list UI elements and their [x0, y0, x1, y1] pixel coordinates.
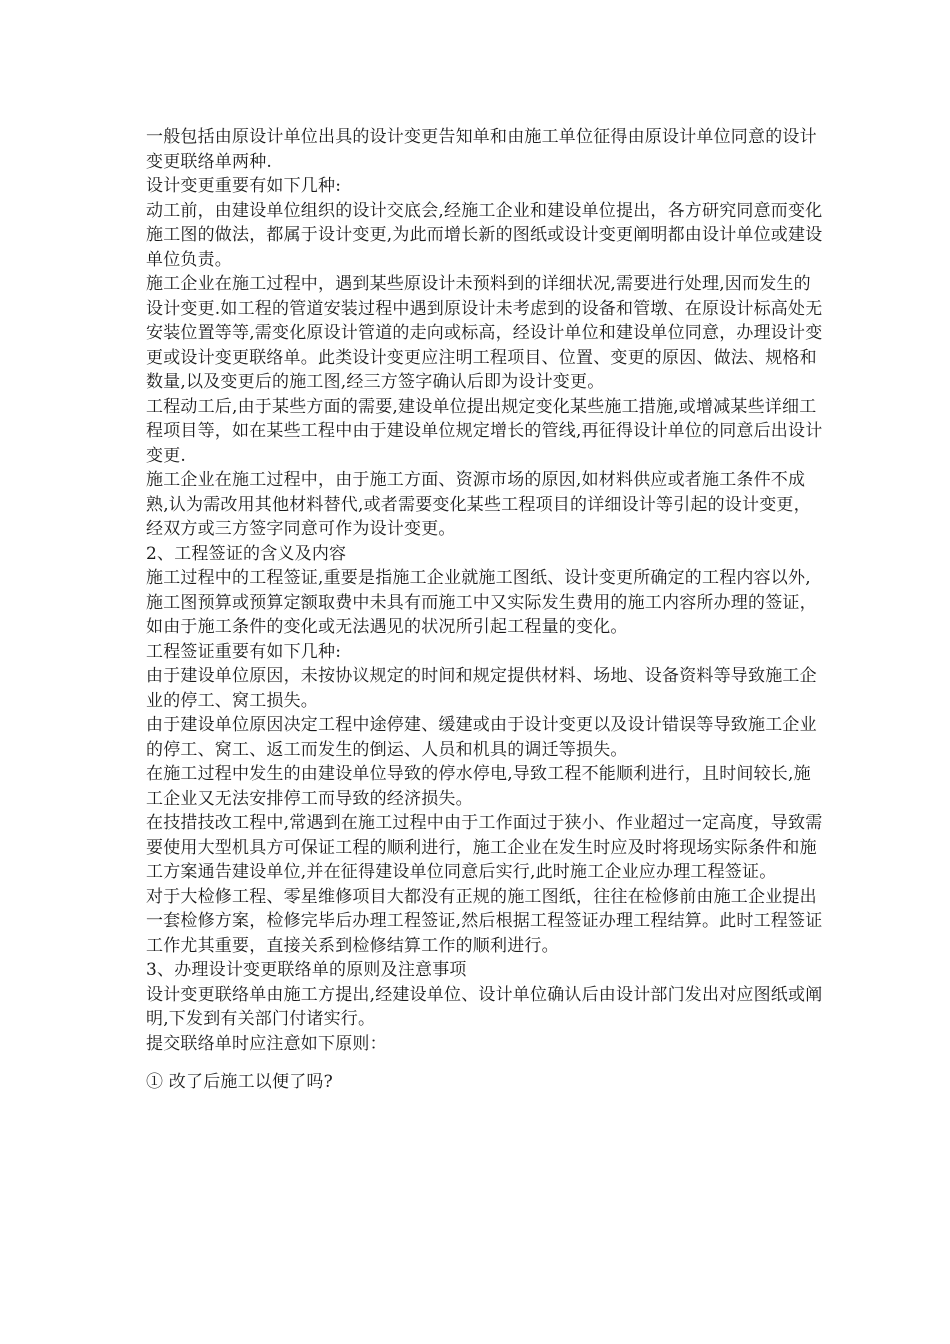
paragraph-visa-overhaul: 对于大检修工程、零星维修项目大都没有正规的施工图纸，往往在检修前由施工企业提出一套检修方案，检修完毕后办理工程签证,然后根据工程签证办理工程结算。此时工程签证工作尤其重要，直接关系到检修结算工作的顺利进行。	[146, 886, 823, 956]
paragraph-material-substitution: 施工企业在施工过程中，由于施工方面、资源市场的原因,如材料供应或者施工条件不成熟,认为需改用其他材料替代,或者需要变化某些工程项目的详细设计等引起的设计变更，经双方或三方签字同意可作为设计变更。	[146, 470, 811, 539]
section-heading-2: 2、工程签证的含义及内容	[146, 543, 347, 564]
paragraph-spacer	[146, 1056, 826, 1070]
paragraph-during-construction: 施工企业在施工过程中，遇到某些原设计未预料到的详细状况,需要进行处理,因而发生的设计变更.如工程的管道安装过程中遇到原设计未考虑到的设备和管墩、在原设计标高处无安装位置等等,需变化原设计管道的走向或标高，经设计单位和建设单位同意，办理设计变更或设计变更联络单。此类设计变更应注明工程项目、位置、变更的原因、做法、规格和数量,以及变更后的施工图,经三方签字确认后即为设计变更。	[146, 274, 823, 392]
document-body	[146, 125, 826, 1095]
circled-one-marker: ①	[146, 1072, 164, 1092]
paragraph-design-change-types: 设计变更重要有如下几种:	[146, 176, 342, 196]
paragraph-after-start: 工程动工后,由于某些方面的需要,建设单位提出规定变化某些施工措施,或增减某些详细工程项目等，如在某些工程中由于建设单位规定增长的管线,再征得设计单位的同意后出设计变更.	[146, 396, 823, 466]
paragraph-before-construction: 动工前，由建设单位组织的设计交底会,经施工企业和建设单位提出，各方研究同意而变化施工图的做法，都属于设计变更,为此而增长新的图纸或设计变更阐明都由设计单位或建设单位负责。	[146, 200, 823, 270]
paragraph-visa-outage: 在施工过程中发生的由建设单位导致的停水停电,导致工程不能顺利进行，且时间较长,施工企业又无法安排停工而导致的经济损失。	[146, 764, 811, 809]
list-item-1-text: 改了后施工以便了吗?	[163, 1072, 333, 1092]
paragraph-intro: 一般包括由原设计单位出具的设计变更告知单和由施工单位征得由原设计单位同意的设计变更联络单两种.	[146, 127, 817, 172]
paragraph-visa-suspension: 由于建设单位原因决定工程中途停建、缓建或由于设计变更以及设计错误等导致施工企业的停工、窝工、返工而发生的倒运、人员和机具的调迁等损失。	[146, 715, 817, 760]
paragraph-visa-owner-delay: 由于建设单位原因，未按协议规定的时间和规定提供材料、场地、设备资料等导致施工企业的停工、窝工损失。	[146, 666, 817, 711]
list-item-1	[146, 1070, 826, 1095]
paragraph-visa-types: 工程签证重要有如下几种:	[146, 641, 342, 662]
paragraph-visa-retrofit: 在技措技改工程中,常遇到在施工过程中由于工作面过于狭小、作业超过一定高度，导致需要使用大型机具方可保证工程的顺利进行，施工企业在发生时应及时将现场实际条件和施工方案通告建设单位,并在征得建设单位同意后实行,此时施工企业应办理工程签证。	[146, 813, 823, 882]
paragraph-visa-definition: 施工过程中的工程签证,重要是指施工企业就施工图纸、设计变更所确定的工程内容以外,施工图预算或预算定额取费中未具有而施工中又实际发生费用的施工内容所办理的签证，如由于施工条件的变化或无法遇见的状况所引起工程量的变化。	[146, 568, 817, 637]
paragraph-liaison-sheet: 设计变更联络单由施工方提出,经建设单位、设计单位确认后由设计部门发出对应图纸或阐明,下发到有关部门付诸实行。	[146, 984, 823, 1029]
paragraph-principles-intro: 提交联络单时应注意如下原则：	[146, 1033, 387, 1054]
section-heading-3: 3、办理设计变更联络单的原则及注意事项	[146, 960, 467, 980]
